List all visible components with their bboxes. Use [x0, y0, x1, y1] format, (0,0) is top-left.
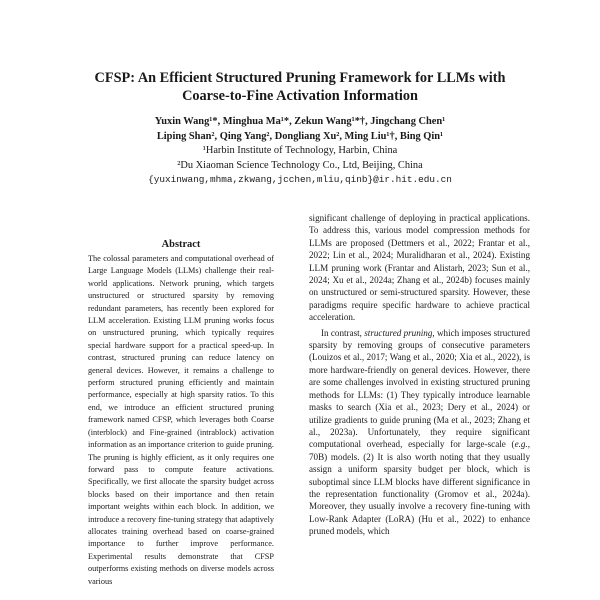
para2-text-a: , which imposes structured sparsity by removing groups of consecutive parameters (Louizos et al., 2017; Wang et al., 2020; Xia et al., 2022), is more hardware-friendly on general devices. However, there are some challenges involved in existing structured pruning methods for LLMs: (1) They typically introduce learnable masks to search (Xia et al., 2023; Dery et al., 2024) or utilize gradients to guide pruning (Ma et al., 2023; Zhang et al., 2023a). Unfortunately, they require significant computational overhead, especially for large-scale (	[309, 327, 530, 450]
abstract-heading: Abstract	[161, 239, 201, 250]
intro-paragraph-2	[309, 327, 530, 538]
author-block	[0, 115, 600, 188]
paper-title	[0, 69, 600, 105]
affiliation-2: ²Du Xiaoman Science Technology Co., Ltd, Beijing, China	[177, 159, 423, 171]
intro-paragraph-1: significant challenge of deploying in practical applications. To address this, various model compression methods for LLMs are proposed (Dettmers et al., 2022; Frantar et al., 2022; Lin et al., 2024; Muralidharan et al., 2024). Existing LLM pruning work (Frantar and Alistarh, 2023; Sun et al., 2024; Xu et al., 2024a; Zhang et al., 2024b) focuses mainly on unstructured or semi-structured sparsity. However, these paradigms require specific hardware to achieve practical acceleration.	[309, 213, 530, 323]
title-line-1: CFSP: An Efficient Structured Pruning Framework for LLMs with	[94, 70, 506, 86]
author-line-1: Yuxin Wang¹*, Minghua Ma¹*, Zekun Wang¹*†, Jingchang Chen¹	[154, 116, 446, 127]
abstract-body: The colossal parameters and computational overhead of Large Language Models (LLMs) challenge their real-world applications. Network pruning, which targets unstructured or structured sparsity by removing redundant parameters, has recently been explored for LLM acceleration. Existing LLM pruning works focus on unstructured pruning, which typically requires special hardware support for a practical speed-up. In contrast, structured pruning can reduce latency on general devices. However, it remains a challenge to perform structured pruning efficiently and maintain performance, especially at high sparsity ratios. To this end, we introduce an efficient structured pruning framework named CFSP, which leverages both Coarse (interblock) and Fine-grained (intrablock) activation information as an importance criterion to guide pruning. The pruning is highly efficient, as it only requires one forward pass to compute feature activations. Specifically, we first allocate the sparsity budget across blocks based on their importance and then retain important weights within each block. In addition, we introduce a recovery fine-tuning strategy that adaptively allocates training overhead based on coarse-grained importance to further improve performance. Experimental results demonstrate that CFSP outperforms existing methods on diverse models across various	[88, 254, 274, 586]
eg-term: e.g.	[514, 439, 528, 450]
author-line-2: Liping Shan², Qing Yang², Dongliang Xu², Ming Liu¹†, Bing Qin¹	[156, 130, 444, 142]
author-emails: {yuxinwang,mhma,zkwang,jcchen,mliu,qinb}@ir.hit.edu.cn	[148, 174, 452, 185]
affiliation-1: ¹Harbin Institute of Technology, Harbin, China	[202, 145, 398, 156]
title-line-2: Coarse-to-Fine Activation Information	[182, 88, 418, 104]
structured-pruning-term: structured pruning	[364, 327, 433, 338]
para2-lead: In contrast,	[321, 327, 365, 338]
para2-text-b: , 70B) models. (2) It is also worth noting that they usually assign a uniform sparsity budget per block, which is suboptimal since LLM blocks have different significance in the representation functionality (Gromov et al., 2024a). Moreover, they usually involve a recovery fine-tuning with Low-Rank Adapter (LoRA) (Hu et al., 2022) to enhance pruned models, which	[309, 439, 530, 537]
introduction-column	[309, 212, 530, 600]
